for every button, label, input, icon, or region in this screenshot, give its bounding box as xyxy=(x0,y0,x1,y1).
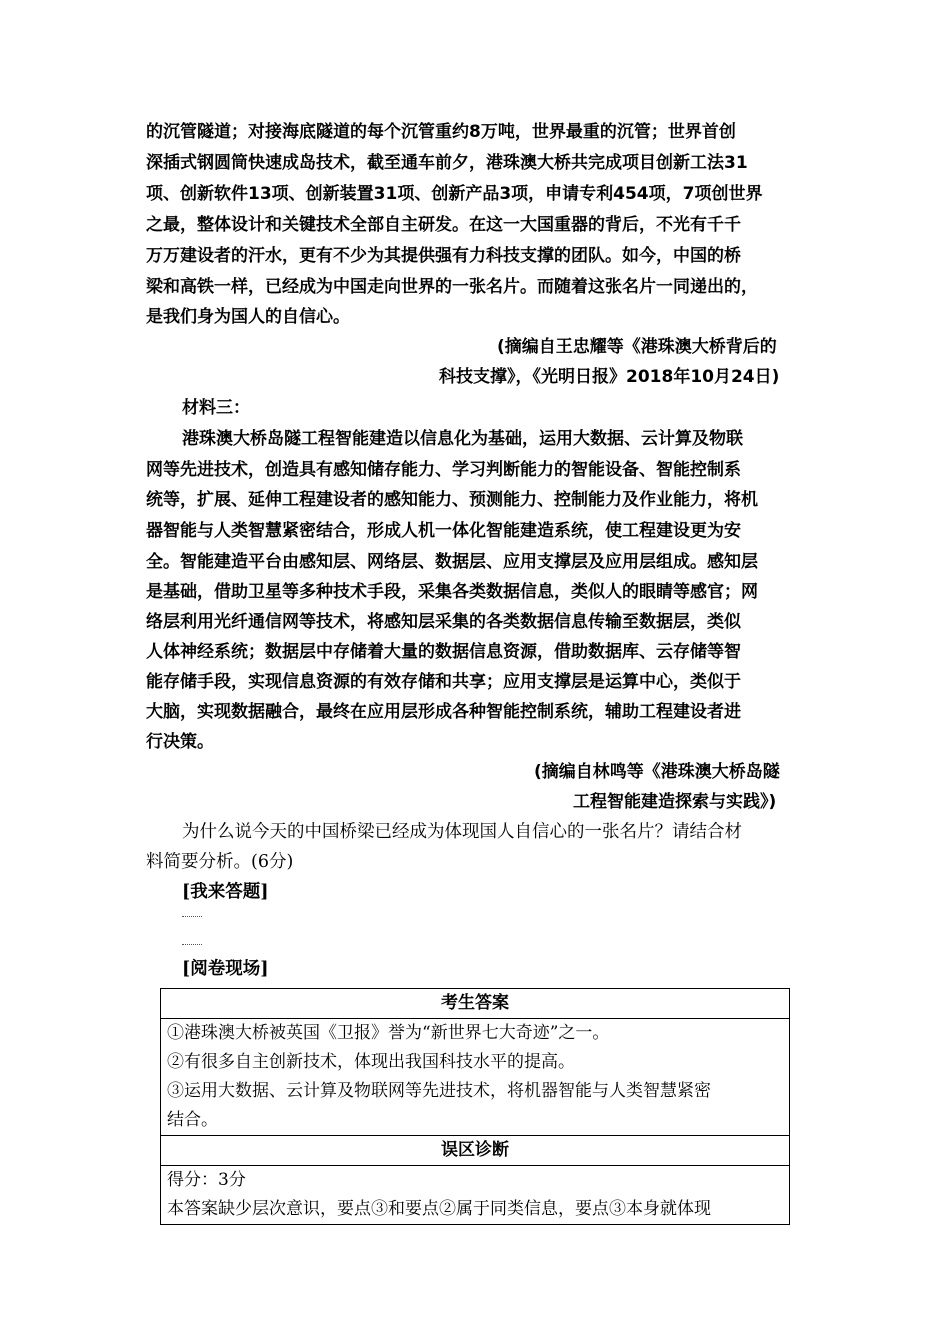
material2-line: 项、创新软件13项、创新装置31项、创新产品3项，申请专利454项，7项创世界 xyxy=(146,184,763,204)
material3-line: 全。智能建造平台由感知层、网络层、数据层、应用支撑层及应用层组成。感知层 xyxy=(146,552,758,572)
material3-line: 网等先进技术，创造具有感知储存能力、学习判断能力的智能设备、智能控制系 xyxy=(146,460,741,480)
student-answer-line: ①港珠澳大桥被英国《卫报》誉为“新世界七大奇迹”之一。 xyxy=(167,1023,610,1043)
source-citation: (摘编自王忠耀等《港珠澳大桥背后的 xyxy=(497,337,777,357)
source-citation: 工程智能建造探索与实践》) xyxy=(573,792,777,812)
student-answer-header: 考生答案 xyxy=(161,989,790,1019)
material3-line: 港珠澳大桥岛隧工程智能建造以信息化为基础，运用大数据、云计算及物联 xyxy=(182,429,743,449)
material3-line: 大脑，实现数据融合，最终在应用层形成各种智能控制系统，辅助工程建设者进 xyxy=(146,702,741,722)
material2-line: 万万建设者的汗水，更有不少为其提供强有力科技支撑的团队。如今，中国的桥 xyxy=(146,246,741,266)
diagnosis-cell xyxy=(161,1166,790,1225)
grading-label: [阅卷现场] xyxy=(182,959,269,979)
material3-line: 能存储手段，实现信息资源的有效存储和共享；应用支撑层是运算中心，类似于 xyxy=(146,672,741,692)
source-citation: (摘编自林鸣等《港珠澳大桥岛隧 xyxy=(534,762,780,782)
student-answer-line: ②有很多自主创新技术，体现出我国科技水平的提高。 xyxy=(167,1052,575,1072)
source-citation: 科技支撑》，《光明日报》2018年10月24日) xyxy=(439,367,780,387)
student-answer-cell xyxy=(161,1019,790,1136)
diagnosis-header: 误区诊断 xyxy=(161,1136,790,1166)
material2-line: 梁和高铁一样，已经成为中国走向世界的一张名片。而随着这张名片一同递出的， xyxy=(146,277,758,297)
answer-blank-line[interactable] xyxy=(182,916,202,917)
grading-table xyxy=(160,988,790,1225)
question-line: 为什么说今天的中国桥梁已经成为体现国人自信心的一张名片？请结合材 xyxy=(182,822,742,842)
my-answer-label: [我来答题] xyxy=(182,882,269,902)
material3-line: 络层利用光纤通信网等技术，将感知层采集的各类数据信息传输至数据层，类似 xyxy=(146,612,741,632)
student-answer-line: ③运用大数据、云计算及物联网等先进技术，将机器智能与人类智慧紧密 xyxy=(167,1081,711,1101)
material2-line: 之最，整体设计和关键技术全部自主研发。在这一大国重器的背后，不光有千千 xyxy=(146,215,741,235)
material2-line: 的沉管隧道；对接海底隧道的每个沉管重约8万吨，世界最重的沉管；世界首创 xyxy=(146,122,736,142)
material3-line: 统等，扩展、延伸工程建设者的感知能力、预测能力、控制能力及作业能力，将机 xyxy=(146,490,758,510)
diagnosis-line: 得分：3分 xyxy=(167,1170,246,1190)
question-line: 料简要分析。(6分) xyxy=(146,852,294,872)
material3-line: 器智能与人类智慧紧密结合，形成人机一体化智能建造系统，使工程建设更为安 xyxy=(146,521,741,541)
material2-line: 是我们身为国人的自信心。 xyxy=(146,307,350,327)
material3-line: 是基础，借助卫星等多种技术手段，采集各类数据信息，类似人的眼睛等感官；网 xyxy=(146,582,758,602)
diagnosis-line: 本答案缺少层次意识，要点③和要点②属于同类信息，要点③本身就体现 xyxy=(167,1199,711,1219)
material2-line: 深插式钢圆筒快速成岛技术，截至通车前夕，港珠澳大桥共完成项目创新工法31 xyxy=(146,153,748,173)
material3-line: 行决策。 xyxy=(146,732,214,752)
student-answer-line: 结合。 xyxy=(167,1110,218,1130)
material3-line: 人体神经系统；数据层中存储着大量的数据信息资源，借助数据库、云存储等智 xyxy=(146,642,741,662)
answer-blank-line[interactable] xyxy=(182,944,202,945)
material3-title: 材料三： xyxy=(182,398,250,418)
